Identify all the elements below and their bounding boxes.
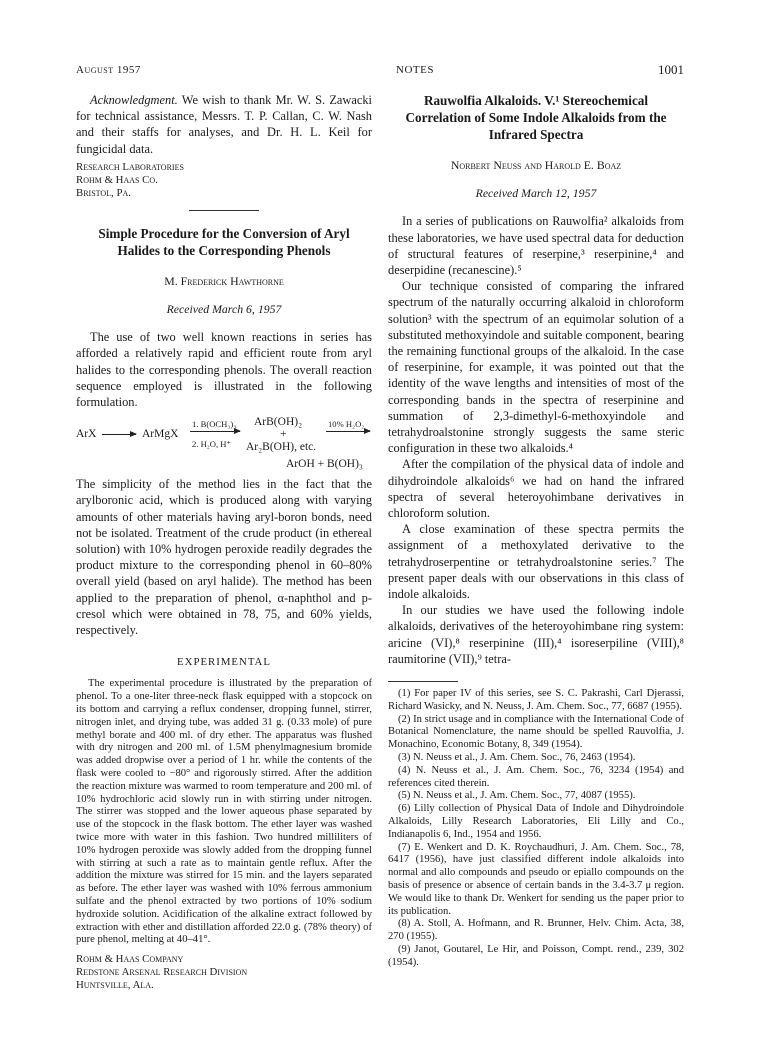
- header-section: NOTES: [396, 64, 434, 76]
- received-date: Received March 6, 1957: [166, 302, 282, 317]
- article-divider: [189, 210, 259, 211]
- article-title-phenols: Simple Procedure for the Conversion of Aryl Halides to the Corresponding Phenols: [98, 225, 350, 258]
- body-paragraph: A close examination of these spectra permits the assignment of a methoxylated derivative to the tetrahydroserpentine or tetrahydroalstonine series.⁷ The present paper deals with our observations in this class of indole alkaloids.: [388, 522, 684, 602]
- footnote: (6) Lilly collection of Physical Data of Indole and Dihydroindole Alkaloids, Lilly Research Laboratories, Eli Lilly and Co., Indianapolis 6, Ind., 1954 and 1956.: [388, 803, 684, 840]
- reaction-scheme: [76, 412, 372, 474]
- footnote-divider: [388, 681, 458, 682]
- right-column: [388, 92, 684, 970]
- arrow-icon: [326, 431, 370, 432]
- body-paragraph: After the compilation of the physical data of indole and dihydroindole alkaloids⁶ we had on hand the infrared spectra of several heteroyohimbane derivatives in chloroform solution.: [388, 457, 684, 521]
- footnote: (1) For paper IV of this series, see S. C. Pakrashi, Carl Djerassi, Richard Wasicky, and N. Neuss, J. Am. Chem. Soc., 77, 6687 (1955).: [388, 688, 684, 712]
- experimental-section: [76, 678, 372, 947]
- article-author: M. Frederick Hawthorne: [164, 273, 284, 288]
- acknowledgment: [76, 92, 372, 157]
- article-title-rauwolfia: Rauwolfia Alkaloids. V.¹ Stereochemical Correlation of Some Indole Alkaloids from the Infrared Spectra: [405, 93, 667, 142]
- grignard-reagent: ArMgX: [142, 428, 179, 441]
- section-heading-experimental: EXPERIMENTAL: [177, 656, 271, 669]
- article-authors: Norbert Neuss and Harold E. Boaz: [450, 158, 622, 172]
- body-paragraph: Our technique consisted of comparing the infrared spectrum of the naturally occurring alkaloid in chloroform solution³ with the spectrum of an equimolar solution of a substituted methoxyindole and suitable component, bearing the remaining functional groups of the alkaloid. In the case of reserpinine, for example, it was pointed out that the identity of the wave lengths and intensities of most of the corresponding bands in the spectra of reserpinine and summation of 2,3-dimethyl-6-methoxyindole and tetrahydroalstonine strongly suggests the same steric configuration in these two alkaloids.⁴: [388, 279, 684, 456]
- affiliation-rohm-haas-bristol: [76, 161, 372, 200]
- arrow-icon: [102, 434, 136, 435]
- body-paragraph: The simplicity of the method lies in the fact that the arylboronic acid, which is produced along with varying amounts of other materials having aryl-boron bonds, need not be isolated. Treatment of the crude product (in ethereal solution) with 10% hydrogen peroxide readily degrades the product mixture to the corresponding phenol in 60–80% overall yield (based on aryl halide). The method has been applied to the preparation of phenol, α-naphthol and p-cresol which were obtained in 78, 75, and 60% yields, respectively.: [76, 477, 372, 638]
- plus-sign: +: [280, 428, 287, 441]
- header-date: August 1957: [76, 64, 141, 76]
- body-paragraph: In a series of publications on Rauwolfia² alkaloids from these laboratories, we have used spectral data for deduction of structural features of reserpine,³ reserpinine,⁴ and deserpidine (recanescine).⁵: [388, 214, 684, 278]
- footnote: (8) A. Stoll, A. Hofmann, and R. Brunner, Helv. Chim. Acta, 38, 270 (1955).: [388, 918, 684, 943]
- reaction-products: ArOH + B(OH)₃: [286, 458, 363, 471]
- page-header: [76, 64, 684, 80]
- footnote: (3) N. Neuss et al., J. Am. Chem. Soc., 76, 2463 (1954).: [398, 752, 636, 764]
- footnotes: [388, 688, 684, 970]
- footnote: (2) In strict usage and in compliance with the International Code of Botanical Nomenclature, the name should be spelled Rauvolfia, J. Monachino, Economic Botany, 8, 349 (1954).: [388, 713, 684, 751]
- experimental-paragraph: The experimental procedure is illustrated by the preparation of phenol. To a one-liter three-neck flask equipped with a stopcock on its bottom and carrying a reflux condenser, dropping funnel, stirrer, nitrogen inlet, and drying tube, was added 31 g. (0.33 mole) of pure methyl borate and 400 ml. of dry ether. The apparatus was flushed with dry nitrogen and 200 ml. of 1.5M phenylmagnesium bromide was added dropwise over a period of 1 hr. while the contents of the flask were cooled to −80° and rigorously stirred. After the addition the reaction mixture was warmed to room temperature and 200 ml. of 10% hydrochloric acid slowly run in with stirring under nitrogen. The stirrer was stopped and the lower aqueous phase separated by use of the stopcock in the flask bottom. The ether layer was washed twice more with water in this fashion. Two hundred milliliters of 10% hydrogen peroxide was slowly added from the dropping funnel with stirring at such a rate as to maintain gentle reflux. After the addition the mixture was stirred for 15 min. and the layers separated as before. The ether layer was washed with 10% ferrous ammonium sulfate and the phenol extracted by two portions of 10% sodium hydroxide solution. Acidification of the alkaline extract followed by extraction with ether and distillation afforded 22.0 g. (78% theory) of pure phenol, melting at 40–41°.: [76, 678, 372, 946]
- footnote: (7) E. Wenkert and D. K. Roychaudhuri, J. Am. Chem. Soc., 78, 6417 (1956), have just classified different indole alkaloids into normal and allo compounds and pseudo or epiallo compounds on the basis of presence or absence of certain bands in the 3.4-3.7 μ region. We would like to thank Dr. Wenkert for sending us the paper prior to its publication.: [388, 841, 684, 917]
- footnote: (4) N. Neuss et al., J. Am. Chem. Soc., 76, 3234 (1954) and references cited therein.: [388, 764, 684, 789]
- address-line: Redstone Arsenal Research Division: [76, 966, 248, 979]
- peroxide-reagent: 10% H₂O₂: [328, 419, 365, 430]
- left-column: [76, 92, 372, 992]
- affiliation-redstone: [76, 953, 372, 992]
- acknowledgment-label: Acknowledgment.: [90, 93, 178, 107]
- borinic-acid: Ar₂B(OH), etc.: [246, 441, 317, 454]
- page-number: 1001: [658, 62, 684, 77]
- received-date: Received March 12, 1957: [475, 186, 597, 201]
- address-line: Huntsville, Ala.: [76, 979, 154, 992]
- address-line: Rohm & Haas Company: [76, 953, 184, 966]
- reagent-step-2: 2. H₂O, H⁺: [192, 439, 232, 450]
- footnote: (5) N. Neuss et al., J. Am. Chem. Soc., 77, 4087 (1955).: [398, 790, 636, 802]
- address-line: Bristol, Pa.: [76, 186, 131, 199]
- arrow-icon: [190, 431, 240, 432]
- address-line: Research Laboratories: [76, 160, 184, 173]
- reagent-step-1: 1. B(OCH₃)₃: [192, 419, 237, 430]
- footnote: (9) Janot, Goutarel, Le Hir, and Poisson, Compt. rend., 239, 302 (1954).: [388, 944, 684, 968]
- reactant-arx: ArX: [76, 428, 97, 441]
- body-paragraph: The use of two well known reactions in series has afforded a relatively rapid and efficient route from aryl halides to the corresponding phenols. The overall reaction sequence employed is illustrated in the following formulation.: [76, 330, 372, 410]
- boronic-acid: ArB(OH)₂: [254, 416, 303, 429]
- acknowledgment-text: We wish to thank Mr. W. S. Zawacki for technical assistance, Messrs. T. P. Callan, C. W. Nash and their staffs for analyses, and Dr. H. L. Keil for fungicidal data.: [76, 93, 372, 156]
- address-line: Rohm & Haas Co.: [76, 173, 158, 186]
- body-paragraph: In our studies we have used the following indole alkaloids, derivatives of the heteroyohimbane ring system: aricine (VI),⁸ reserpinine (III),⁴ isoreserpiline (VIII),⁸ raumitorine (VII),⁹ tetra-: [388, 603, 684, 666]
